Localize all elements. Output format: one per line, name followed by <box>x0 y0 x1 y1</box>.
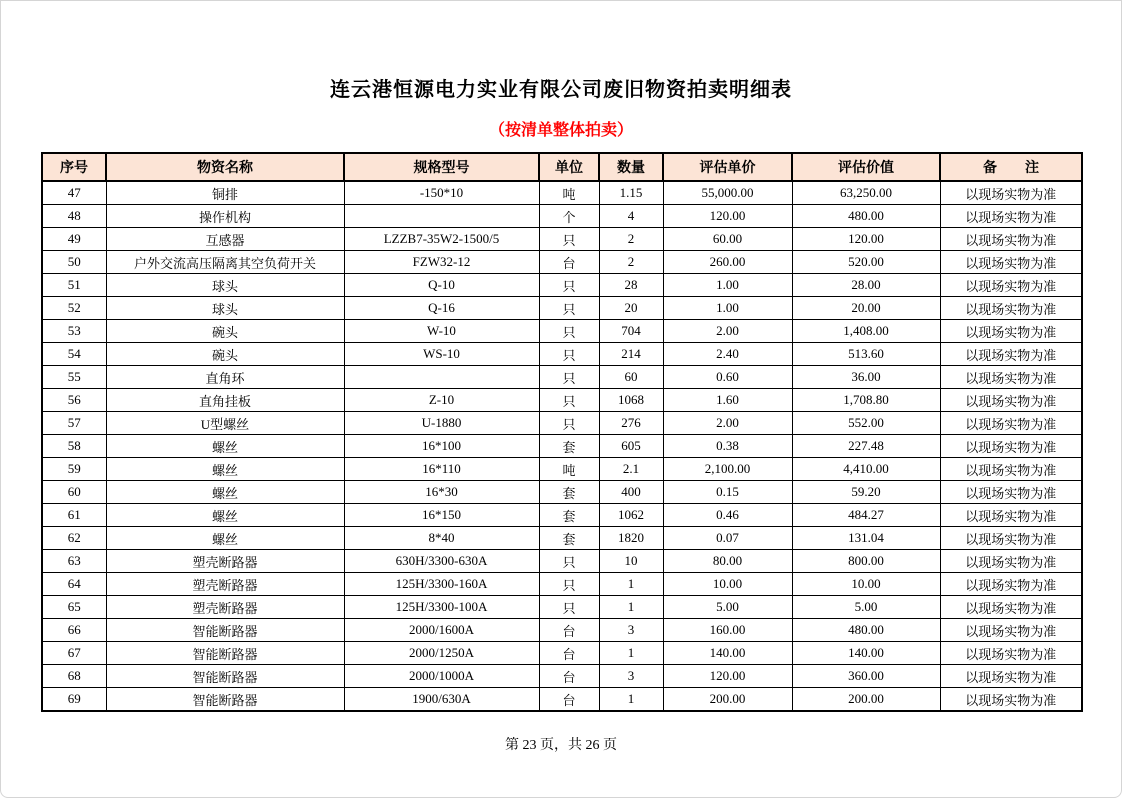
table-cell: WS-10 <box>344 343 539 366</box>
col-header-remark: 备 注 <box>940 153 1082 181</box>
table-cell: 1 <box>599 642 663 665</box>
table-cell: 0.15 <box>663 481 792 504</box>
table-cell: 4 <box>599 205 663 228</box>
table-cell: FZW32-12 <box>344 251 539 274</box>
table-cell: 57 <box>42 412 106 435</box>
table-cell: 以现场实物为准 <box>940 343 1082 366</box>
table-cell: 10.00 <box>792 573 940 596</box>
table-row <box>42 412 1082 435</box>
table-cell: 1.60 <box>663 389 792 412</box>
table-row <box>42 550 1082 573</box>
table-cell: 60 <box>599 366 663 389</box>
table-cell: 20.00 <box>792 297 940 320</box>
table-cell <box>344 366 539 389</box>
table-cell: 只 <box>539 596 599 619</box>
table-cell: 61 <box>42 504 106 527</box>
table-cell: 套 <box>539 504 599 527</box>
table-cell: 49 <box>42 228 106 251</box>
table-cell: 只 <box>539 274 599 297</box>
table-cell: 智能断路器 <box>106 665 344 688</box>
table-cell: 0.07 <box>663 527 792 550</box>
table-row <box>42 205 1082 228</box>
col-header-qty: 数量 <box>599 153 663 181</box>
table-cell: 2000/1600A <box>344 619 539 642</box>
table-cell: 台 <box>539 665 599 688</box>
table-row <box>42 642 1082 665</box>
table-cell: 16*150 <box>344 504 539 527</box>
table-row <box>42 251 1082 274</box>
table-cell: 59.20 <box>792 481 940 504</box>
table-cell: 以现场实物为准 <box>940 435 1082 458</box>
table-cell: 以现场实物为准 <box>940 619 1082 642</box>
table-cell: 只 <box>539 550 599 573</box>
table-cell: 以现场实物为准 <box>940 458 1082 481</box>
table-cell: 65 <box>42 596 106 619</box>
table-cell: 只 <box>539 320 599 343</box>
table-cell: 以现场实物为准 <box>940 181 1082 205</box>
table-cell: 以现场实物为准 <box>940 688 1082 712</box>
table-cell: 16*110 <box>344 458 539 481</box>
table-cell: 以现场实物为准 <box>940 274 1082 297</box>
table-cell: 智能断路器 <box>106 642 344 665</box>
table-cell: 户外交流高压隔离其空负荷开关 <box>106 251 344 274</box>
table-cell: 铜排 <box>106 181 344 205</box>
table-cell: 200.00 <box>792 688 940 712</box>
table-cell: 只 <box>539 366 599 389</box>
table-cell: 2 <box>599 228 663 251</box>
table-cell: 62 <box>42 527 106 550</box>
table-cell: 36.00 <box>792 366 940 389</box>
table-cell: 125H/3300-160A <box>344 573 539 596</box>
table-cell: 480.00 <box>792 205 940 228</box>
table-cell: 1900/630A <box>344 688 539 712</box>
table-cell: 400 <box>599 481 663 504</box>
table-cell: 碗头 <box>106 343 344 366</box>
table-row <box>42 343 1082 366</box>
table-cell: 1 <box>599 688 663 712</box>
col-header-no: 序号 <box>42 153 106 181</box>
table-cell: 704 <box>599 320 663 343</box>
table-cell: Z-10 <box>344 389 539 412</box>
table-row <box>42 504 1082 527</box>
table-cell: 球头 <box>106 274 344 297</box>
table-cell: 120.00 <box>663 665 792 688</box>
table-cell: 51 <box>42 274 106 297</box>
table-cell: 260.00 <box>663 251 792 274</box>
table-cell: 碗头 <box>106 320 344 343</box>
table-row <box>42 181 1082 205</box>
table-cell: 1 <box>599 573 663 596</box>
table-row <box>42 481 1082 504</box>
table-row <box>42 389 1082 412</box>
table-cell: 131.04 <box>792 527 940 550</box>
table-cell: 67 <box>42 642 106 665</box>
table-cell: 2.00 <box>663 320 792 343</box>
table-cell: 28.00 <box>792 274 940 297</box>
table-cell: 140.00 <box>792 642 940 665</box>
table-cell: 1062 <box>599 504 663 527</box>
table-cell: 互感器 <box>106 228 344 251</box>
table-cell: 64 <box>42 573 106 596</box>
table-cell: 螺丝 <box>106 481 344 504</box>
table-cell: 智能断路器 <box>106 688 344 712</box>
table-cell: 吨 <box>539 458 599 481</box>
table-cell: 只 <box>539 573 599 596</box>
col-header-spec: 规格型号 <box>344 153 539 181</box>
table-cell: 28 <box>599 274 663 297</box>
table-cell: Q-10 <box>344 274 539 297</box>
auction-items-table <box>41 152 1083 712</box>
table-cell: 以现场实物为准 <box>940 320 1082 343</box>
table-cell: -150*10 <box>344 181 539 205</box>
table-cell: 3 <box>599 665 663 688</box>
table-cell: 200.00 <box>663 688 792 712</box>
table-cell: 3 <box>599 619 663 642</box>
table-cell: 50 <box>42 251 106 274</box>
table-cell: U-1880 <box>344 412 539 435</box>
table-cell: 以现场实物为准 <box>940 481 1082 504</box>
col-header-unit-price: 评估单价 <box>663 153 792 181</box>
table-cell: 2000/1250A <box>344 642 539 665</box>
table-cell: 5.00 <box>792 596 940 619</box>
table-cell: 以现场实物为准 <box>940 573 1082 596</box>
table-cell: 80.00 <box>663 550 792 573</box>
table-cell: 55 <box>42 366 106 389</box>
table-cell: 直角挂板 <box>106 389 344 412</box>
table-cell: 48 <box>42 205 106 228</box>
table-cell: 1 <box>599 596 663 619</box>
table-cell: 800.00 <box>792 550 940 573</box>
table-cell: 484.27 <box>792 504 940 527</box>
table-cell: 55,000.00 <box>663 181 792 205</box>
table-cell: 1068 <box>599 389 663 412</box>
table-cell: 360.00 <box>792 665 940 688</box>
table-cell: 2.40 <box>663 343 792 366</box>
table-cell: 63,250.00 <box>792 181 940 205</box>
table-cell: 10 <box>599 550 663 573</box>
table-cell: 2000/1000A <box>344 665 539 688</box>
table-cell: 球头 <box>106 297 344 320</box>
table-cell: 276 <box>599 412 663 435</box>
table-cell: 630H/3300-630A <box>344 550 539 573</box>
table-cell: 552.00 <box>792 412 940 435</box>
table-cell: 智能断路器 <box>106 619 344 642</box>
table-row <box>42 366 1082 389</box>
table-cell: 2.00 <box>663 412 792 435</box>
table-cell: 螺丝 <box>106 504 344 527</box>
table-row <box>42 619 1082 642</box>
table-cell: 以现场实物为准 <box>940 389 1082 412</box>
table-cell: 以现场实物为准 <box>940 596 1082 619</box>
table-cell: 套 <box>539 481 599 504</box>
table-cell: 个 <box>539 205 599 228</box>
table-cell: U型螺丝 <box>106 412 344 435</box>
table-cell: 214 <box>599 343 663 366</box>
table-cell: 操作机构 <box>106 205 344 228</box>
table-cell: 480.00 <box>792 619 940 642</box>
table-cell: 513.60 <box>792 343 940 366</box>
table-cell: 塑壳断路器 <box>106 573 344 596</box>
table-cell: 16*30 <box>344 481 539 504</box>
table-cell: 只 <box>539 389 599 412</box>
table-cell: 直角环 <box>106 366 344 389</box>
table-cell: 2 <box>599 251 663 274</box>
table-row <box>42 665 1082 688</box>
table-cell: 台 <box>539 642 599 665</box>
table-cell: 60 <box>42 481 106 504</box>
table-row <box>42 297 1082 320</box>
table-cell: 47 <box>42 181 106 205</box>
table-cell: 56 <box>42 389 106 412</box>
table-cell: 以现场实物为准 <box>940 228 1082 251</box>
table-cell: 10.00 <box>663 573 792 596</box>
table-cell: 59 <box>42 458 106 481</box>
table-cell: 以现场实物为准 <box>940 251 1082 274</box>
table-cell: 60.00 <box>663 228 792 251</box>
table-cell: 套 <box>539 435 599 458</box>
table-cell: 53 <box>42 320 106 343</box>
table-cell: 以现场实物为准 <box>940 366 1082 389</box>
table-row <box>42 688 1082 712</box>
table-cell: LZZB7-35W2-1500/5 <box>344 228 539 251</box>
table-cell: 160.00 <box>663 619 792 642</box>
table-cell: 以现场实物为准 <box>940 642 1082 665</box>
page-number: 第 23 页，共 26 页 <box>505 738 617 753</box>
table-cell: 以现场实物为准 <box>940 205 1082 228</box>
table-cell: 螺丝 <box>106 527 344 550</box>
table-cell: 68 <box>42 665 106 688</box>
table-cell: W-10 <box>344 320 539 343</box>
table-row <box>42 228 1082 251</box>
table-row <box>42 596 1082 619</box>
table-cell: 只 <box>539 297 599 320</box>
table-row <box>42 573 1082 596</box>
table-cell: 以现场实物为准 <box>940 297 1082 320</box>
table-cell: 只 <box>539 228 599 251</box>
table-cell <box>344 205 539 228</box>
table-cell: 1.00 <box>663 274 792 297</box>
table-cell: 66 <box>42 619 106 642</box>
table-cell: 69 <box>42 688 106 712</box>
col-header-value: 评估价值 <box>792 153 940 181</box>
table-cell: 套 <box>539 527 599 550</box>
table-header-row <box>42 153 1082 181</box>
table-cell: 塑壳断路器 <box>106 596 344 619</box>
table-cell: Q-16 <box>344 297 539 320</box>
page-title: 连云港恒源电力实业有限公司废旧物资拍卖明细表 <box>330 79 792 101</box>
table-cell: 120.00 <box>663 205 792 228</box>
table-cell: 58 <box>42 435 106 458</box>
table-cell: 63 <box>42 550 106 573</box>
col-header-name: 物资名称 <box>106 153 344 181</box>
table-cell: 140.00 <box>663 642 792 665</box>
table-cell: 台 <box>539 688 599 712</box>
table-cell: 125H/3300-100A <box>344 596 539 619</box>
table-cell: 以现场实物为准 <box>940 412 1082 435</box>
table-cell: 8*40 <box>344 527 539 550</box>
table-cell: 以现场实物为准 <box>940 527 1082 550</box>
table-cell: 52 <box>42 297 106 320</box>
table-cell: 以现场实物为准 <box>940 504 1082 527</box>
table-cell: 台 <box>539 619 599 642</box>
table-cell: 227.48 <box>792 435 940 458</box>
table-cell: 120.00 <box>792 228 940 251</box>
col-header-unit: 单位 <box>539 153 599 181</box>
table-cell: 0.60 <box>663 366 792 389</box>
table-cell: 1,708.80 <box>792 389 940 412</box>
table-cell: 605 <box>599 435 663 458</box>
table-cell: 螺丝 <box>106 435 344 458</box>
table-cell: 吨 <box>539 181 599 205</box>
table-cell: 1.00 <box>663 297 792 320</box>
table-cell: 520.00 <box>792 251 940 274</box>
table-cell: 只 <box>539 412 599 435</box>
table-cell: 以现场实物为准 <box>940 550 1082 573</box>
table-cell: 2,100.00 <box>663 458 792 481</box>
table-cell: 塑壳断路器 <box>106 550 344 573</box>
table-row <box>42 435 1082 458</box>
page-subtitle: （按清单整体拍卖） <box>488 122 633 139</box>
table-cell: 只 <box>539 343 599 366</box>
table-cell: 以现场实物为准 <box>940 665 1082 688</box>
table-cell: 1,408.00 <box>792 320 940 343</box>
table-cell: 5.00 <box>663 596 792 619</box>
table-cell: 4,410.00 <box>792 458 940 481</box>
table-cell: 台 <box>539 251 599 274</box>
table-cell: 螺丝 <box>106 458 344 481</box>
table-row <box>42 527 1082 550</box>
table-row <box>42 320 1082 343</box>
table-cell: 2.1 <box>599 458 663 481</box>
table-cell: 1.15 <box>599 181 663 205</box>
table-cell: 1820 <box>599 527 663 550</box>
table-cell: 20 <box>599 297 663 320</box>
table-row <box>42 274 1082 297</box>
table-row <box>42 458 1082 481</box>
table-cell: 16*100 <box>344 435 539 458</box>
table-cell: 54 <box>42 343 106 366</box>
table-cell: 0.38 <box>663 435 792 458</box>
table-cell: 0.46 <box>663 504 792 527</box>
